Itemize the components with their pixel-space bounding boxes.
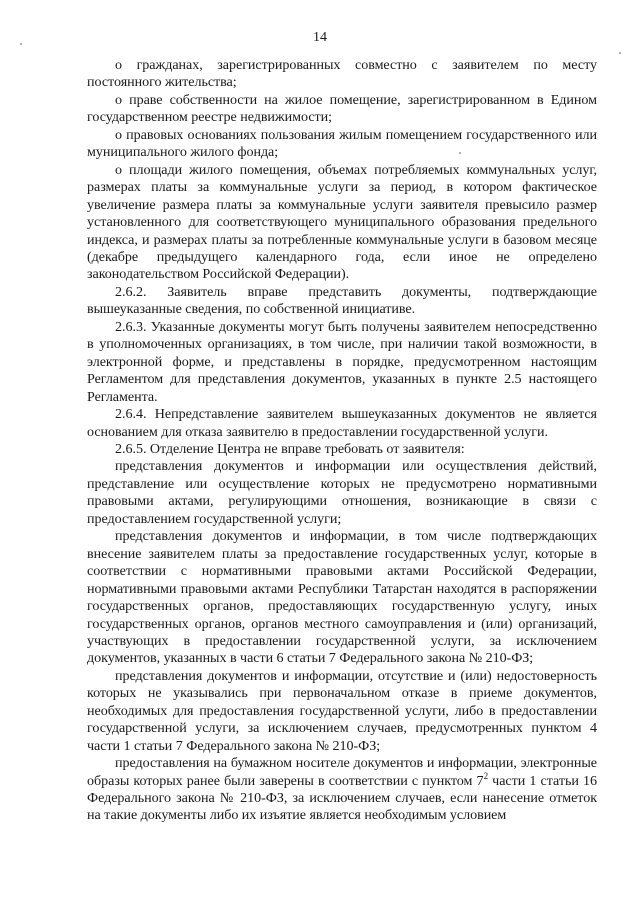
- paragraph: представления документов и информации или осуществления действий, представление или осуществление которых не предусмотрено нормативными правовыми актами, регулирующими отношения, возникающие в связи с предоставлением государственной услуги;: [87, 458, 597, 527]
- superscript: 2: [483, 770, 489, 781]
- paragraph: представления документов и информации, в том числе подтверждающих внесение заявителем платы за предоставление государственных услуг, которые в соответствии с нормативными правовыми актами Российской Федерации, нормативными правовыми актами Республики Татарстан находятся в распоряжении государственных органов, предоставляющих государственную услугу, иных государственных органов, органов местного самоуправления и (или) организаций, участвующих в предоставлении государственной услуги, за исключением документов, указанных в части 6 статьи 7 Федерального закона № 210-ФЗ;: [87, 528, 597, 667]
- paragraph: 2.6.4. Непредставление заявителем вышеуказанных документов не является основанием для отказа заявителю в предоставлении государственной услуги.: [87, 406, 597, 440]
- paragraph: 2.6.3. Указанные документы могут быть получены заявителем непосредственно в уполномоченных организациях, в том числе, при наличии такой возможности, в электронной форме, и представлены в порядке, предусмотренном настоящим Регламентом для представления документов, указанных в пункте 2.5 настоящего Регламента.: [87, 318, 597, 405]
- paragraph: о площади жилого помещения, объемах потребляемых коммунальных услуг, размерах платы за коммунальные услуги за период, в котором фактическое увеличение размера платы за коммунальные услуги заявителя превысило размер установленного для соответствующего муниципального образования предельного индекса, и размерах платы за потребленные коммунальные услуги в базовом месяце (декабре предыдущего календарного года, если иное не определено законодательством Российской Федерации).: [87, 161, 597, 283]
- paragraph: представления документов и информации, отсутствие и (или) недостоверность которых не указывались при первоначальном отказе в приеме документов, необходимых для предоставления государственной услуги, либо в предоставлении государственной услуги, за исключением случаев, предусмотренных пунктом 4 части 1 статьи 7 Федерального закона № 210-ФЗ;: [87, 667, 597, 754]
- paragraph-text: части 1 статьи 16 Федерального закона № 210-ФЗ, за исключением случаев, если нанесение отметок на такие документы либо их изъятие является необходимым условием: [87, 772, 597, 824]
- paragraph: о праве собственности на жилое помещение, зарегистрированном в Едином государственном реестре недвижимости;: [87, 91, 597, 126]
- body-text: [87, 57, 597, 825]
- paragraph-text: предоставления на бумажном носителе документов и информации, электронные образы которых ранее были заверены в соответствии с пунктом 7: [87, 755, 597, 789]
- paragraph: 2.6.2. Заявитель вправе представить документы, подтверждающие вышеуказанные сведения, по собственной инициативе.: [87, 283, 597, 318]
- paragraph: 2.6.5. Отделение Центра не вправе требовать от заявителя:: [115, 440, 465, 457]
- scan-speck: [619, 52, 621, 54]
- page-number: 14: [313, 30, 327, 45]
- paragraph: о гражданах, зарегистрированных совместно с заявителем по месту постоянного жительства;: [87, 57, 597, 91]
- scan-speck: [20, 43, 22, 45]
- paragraph-last: [87, 755, 597, 825]
- paragraph: о правовых основаниях пользования жилым помещением государственного или муниципального жилого фонда;: [87, 126, 597, 161]
